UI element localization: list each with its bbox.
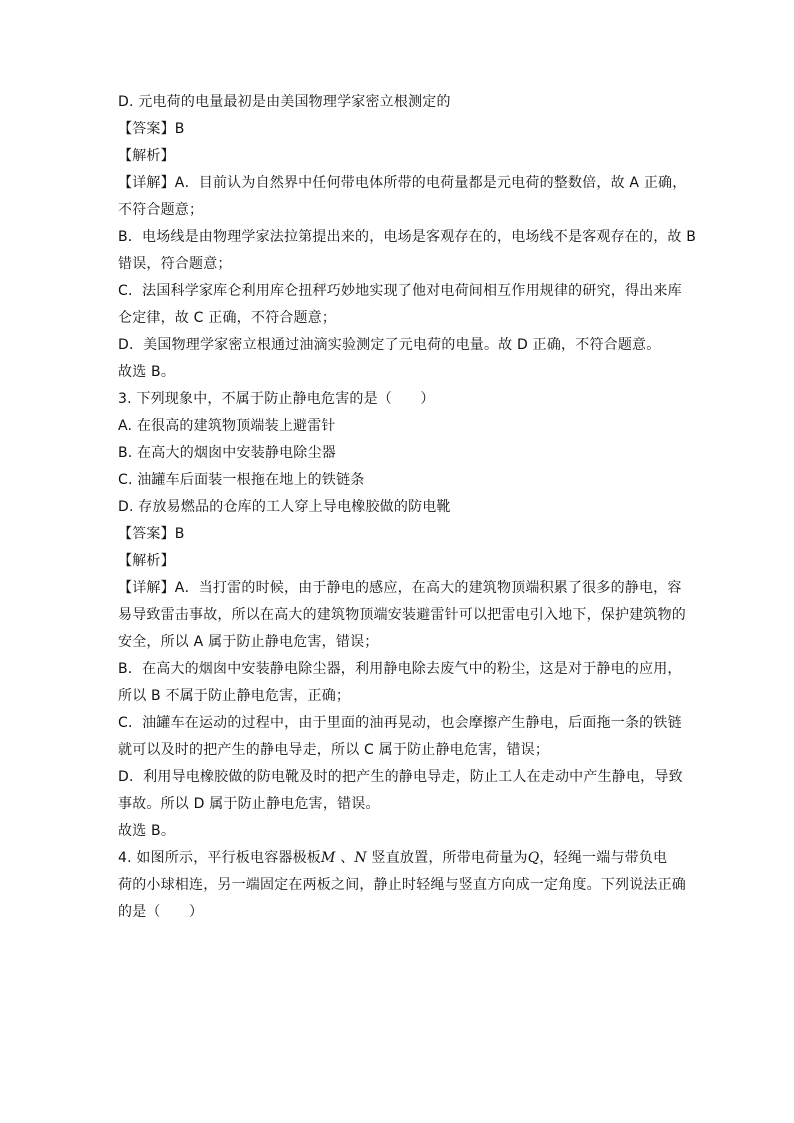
charge-q-symbol: Q: [527, 850, 540, 866]
explanation-a: 【详解】A．当打雷的时候，由于静电的感应，在高大的建筑物顶端积累了很多的静电，容: [118, 580, 682, 596]
explanation-b: B．电场线是由物理学家法拉第提出来的，电场是客观存在的，电场线不是客观存在的，故 B: [118, 229, 697, 245]
explanation-a-cont: 不符合题意；: [118, 202, 204, 218]
question-3-option-c: C. 油罐车后面装一根拖在地上的铁链条: [118, 472, 365, 488]
explanation-d-cont: 事故。所以 D 属于防止静电危害，错误。: [118, 796, 380, 812]
plate-m-symbol: M: [321, 850, 336, 866]
question-4-text-part1: 4. 如图所示，平行板电容器极板: [118, 850, 322, 866]
explanation-b: B．在高大的烟囱中安装静电除尘器，利用静电除去废气中的粉尘，这是对于静电的应用，: [118, 661, 682, 677]
question-4-stem-line2: 荷的小球相连，另一端固定在两板之间，静止时轻绳与竖直方向成一定角度。下列说法正确: [118, 877, 686, 893]
explanation-b-cont: 错误，符合题意；: [118, 256, 232, 272]
question-4-text-part3: ，轻绳一端与带负电: [539, 850, 668, 866]
question-3-option-a: A. 在很高的建筑物顶端装上避雷针: [118, 418, 336, 434]
option-d-text: D. 元电荷的电量最初是由美国物理学家密立根测定的: [118, 94, 451, 110]
explanation-c-cont: 仑定律，故 C 正确，不符合题意；: [118, 310, 337, 326]
question-3-stem: 3. 下列现象中，不属于防止静电危害的是（ ）: [118, 391, 435, 407]
analysis-label: 【解析】: [118, 553, 175, 569]
conclusion: 故选 B。: [118, 823, 176, 839]
explanation-b-cont: 所以 B 不属于防止静电危害，正确；: [118, 688, 351, 704]
explanation-c: C．油罐车在运动的过程中，由于里面的油再晃动，也会摩擦产生静电，后面拖一条的铁链: [118, 715, 682, 731]
question-4-text-part2: 竖直放置，所带电荷量为: [366, 850, 528, 866]
question-3-option-b: B. 在高大的烟囱中安装静电除尘器: [118, 445, 336, 461]
explanation-a-cont: 易导致雷击事故，所以在高大的建筑物顶端安装避雷针可以把雷电引入地下，保护建筑物的: [118, 607, 686, 623]
conclusion: 故选 B。: [118, 364, 176, 380]
question-4-separator: 、: [335, 850, 355, 866]
answer-label: 【答案】B: [118, 526, 185, 542]
explanation-d: D．美国物理学家密立根通过油滴实验测定了元电荷的电量。故 D 正确，不符合题意。: [118, 337, 661, 353]
analysis-label: 【解析】: [118, 148, 175, 164]
question-4-stem-line1: [118, 845, 678, 872]
answer-label: 【答案】B: [118, 121, 185, 137]
explanation-c-cont: 就可以及时的把产生的静电导走，所以 C 属于防止静电危害，错误；: [118, 742, 550, 758]
question-3-option-d: D. 存放易燃品的仓库的工人穿上导电橡胶做的防电靴: [118, 499, 451, 515]
explanation-d: D．利用导电橡胶做的防电靴及时的把产生的静电导走，防止工人在走动中产生静电，导致: [118, 769, 683, 785]
question-4-stem-line3: 的是（ ）: [118, 904, 204, 920]
explanation-a: 【详解】A．目前认为自然界中任何带电体所带的电荷量都是元电荷的整数倍，故 A 正确，: [118, 175, 687, 191]
document-page: [118, 89, 697, 926]
explanation-c: C．法国科学家库仑利用库仑扭秤巧妙地实现了他对电荷间相互作用规律的研究，得出来库: [118, 283, 682, 299]
explanation-a-cont: 安全，所以 A 属于防止静电危害，错误；: [118, 634, 379, 650]
plate-n-symbol: N: [354, 850, 367, 866]
